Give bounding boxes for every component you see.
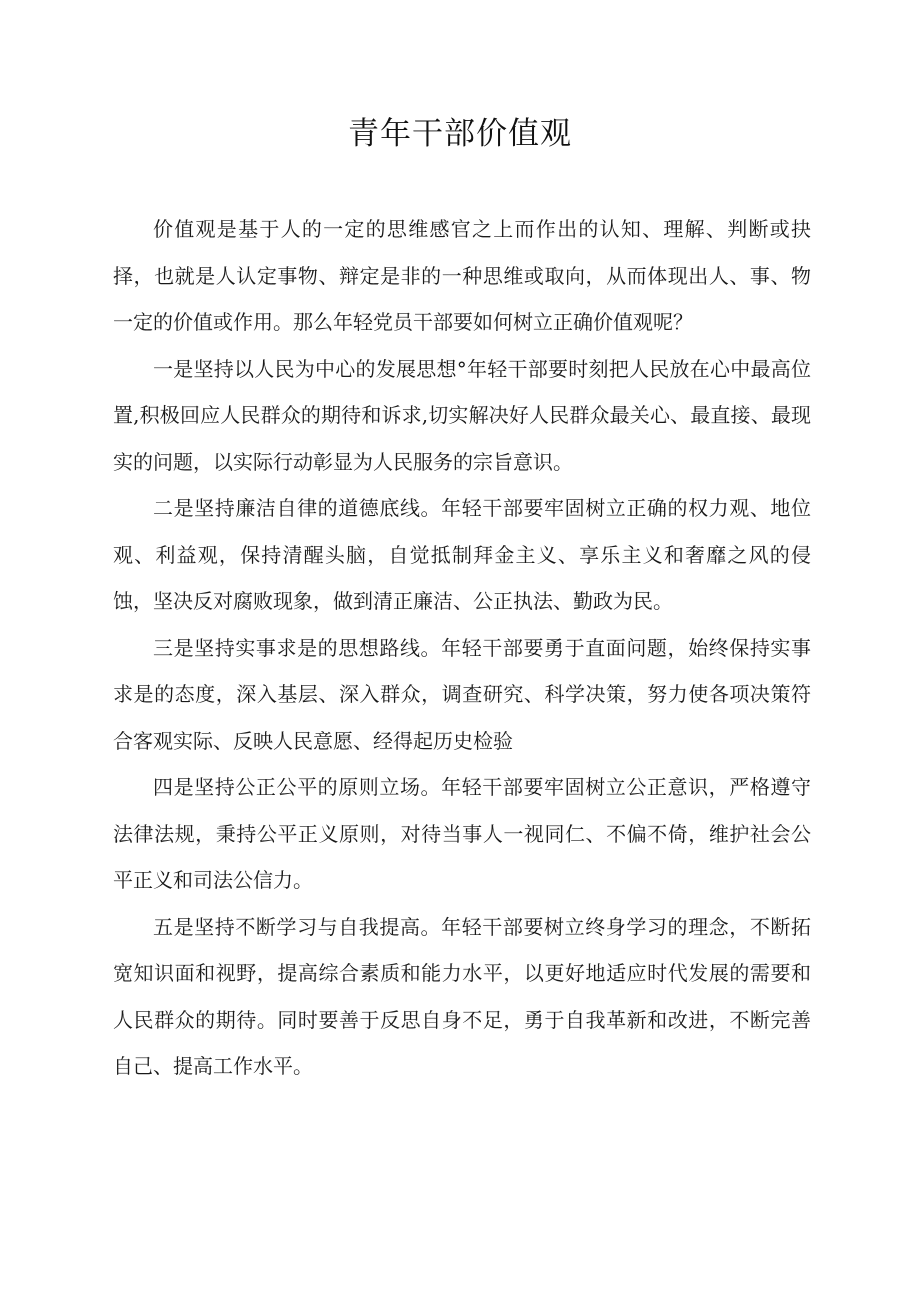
document-title: 青年干部价值观 — [348, 116, 572, 152]
paragraph-point-4: 四是坚持公正公平的原则立场。年轻干部要牢固树立公正意识，严格遵守法律法规，秉持公平正义原则，对待当事人一视同仁、不偏不倚，维护社会公平正义和司法公信力。 — [113, 775, 811, 892]
paragraph-point-3: 三是坚持实事求是的思想路线。年轻干部要勇于直面问题，始终保持实事求是的态度，深入基层、深入群众，调查研究、科学决策，努力使各项决策符合客观实际、反映人民意愿、经得起历史检验 — [113, 635, 811, 753]
paragraph-point-1: 一是坚持以人民为中心的发展思想°年轻干部要时刻把人民放在心中最高位置,积极回应人民群众的期待和诉求,切实解决好人民群众最关心、最直接、最现实的问题，以实际行动彰显为人民服务的宗旨意识。 — [113, 356, 811, 474]
paragraph-intro: 价值观是基于人的一定的思维感官之上而作出的认知、理解、判断或抉择，也就是人认定事物、辩定是非的一种思维或取向，从而体现出人、事、物一定的价值或作用。那么年轻党员干部要如何树立正确价值观呢？ — [113, 217, 811, 334]
paragraph-point-2: 二是坚持廉洁自律的道德底线。年轻干部要牢固树立正确的权力观、地位观、利益观，保持清醒头脑，自觉抵制拜金主义、享乐主义和奢靡之风的侵蚀，坚决反对腐败现象，做到清正廉洁、公正执法、勤政为民。 — [113, 496, 811, 613]
document-body — [113, 206, 811, 1090]
paragraph-point-5: 五是坚持不断学习与自我提高。年轻干部要树立终身学习的理念，不断拓宽知识面和视野，提高综合素质和能力水平，以更好地适应时代发展的需要和人民群众的期待。同时要善于反思自身不足，勇于自我革新和改进，不断完善自己、提高工作水平。 — [113, 914, 811, 1078]
